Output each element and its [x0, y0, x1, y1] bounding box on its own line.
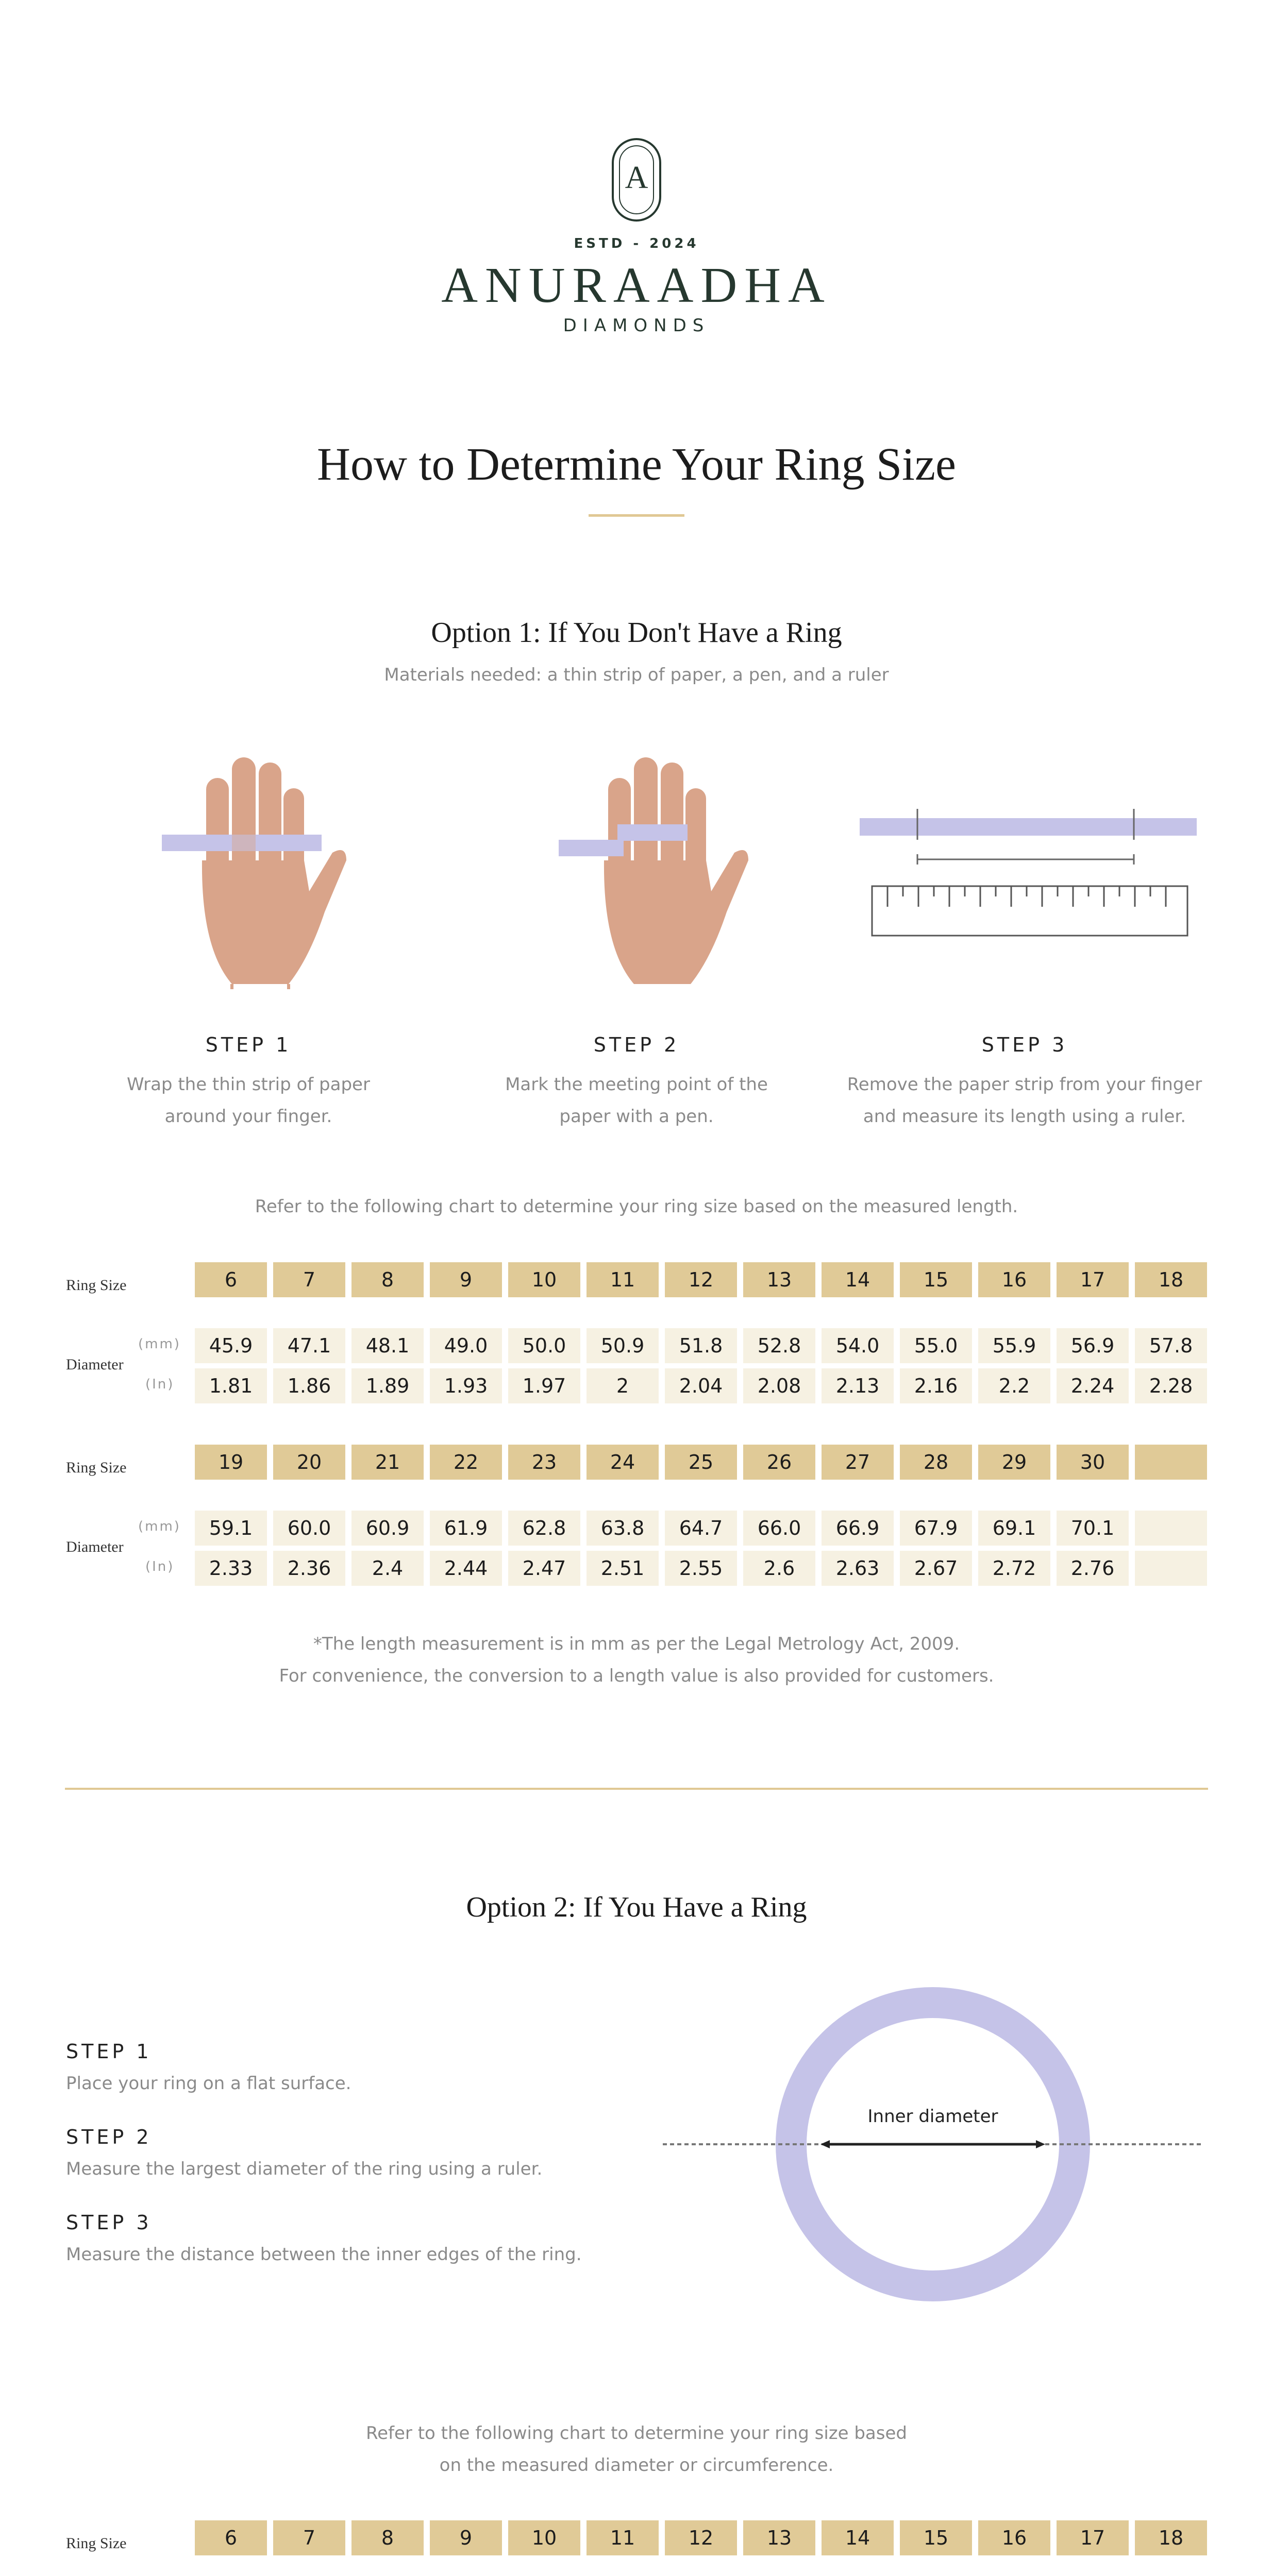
brand-subtitle: DIAMONDS — [563, 315, 710, 336]
diameter-in-cell: 2.16 — [900, 1368, 972, 1403]
diameter-in-cell: 2.2 — [978, 1368, 1050, 1403]
inner-diameter-label: Inner diameter — [867, 2106, 998, 2127]
diameter-in-cell: 2.6 — [743, 1551, 815, 1586]
hand-paper-wrap-icon — [155, 742, 350, 989]
note-line1: *The length measurement is in mm as per the Legal Metrology Act, 2009. — [313, 1634, 960, 1654]
diameter-mm-cell: 70.1 — [1057, 1511, 1129, 1546]
diameter-in-cell: 2.28 — [1135, 1368, 1207, 1403]
diameter-mm-cell: 56.9 — [1057, 1328, 1129, 1363]
diameter-mm-cell: 55.9 — [978, 1328, 1050, 1363]
diameter-in-cell: 2.08 — [743, 1368, 815, 1403]
step-description — [63, 1069, 434, 1132]
ring-size-cell: 15 — [900, 1262, 972, 1297]
ring-size-cell: 9 — [430, 2520, 502, 2555]
ring-size-cell: 19 — [195, 1445, 267, 1480]
ring-size-cell: 12 — [665, 1262, 737, 1297]
diameter-mm-cell: 57.8 — [1135, 1328, 1207, 1363]
diameter-mm-cell: 54.0 — [822, 1328, 894, 1363]
option1-step3 — [839, 1033, 1210, 1132]
diameter-in-cell: 1.89 — [351, 1368, 424, 1403]
ring-size-cell: 27 — [822, 1445, 894, 1480]
diameter-mm-cell: 67.9 — [900, 1511, 972, 1546]
ring-size-cell: 16 — [978, 2520, 1050, 2555]
ring-size-cell: 17 — [1057, 1262, 1129, 1297]
title-underline — [589, 514, 684, 517]
ring-size-cell: 16 — [978, 1262, 1050, 1297]
diameter-in-cell: 2.13 — [822, 1368, 894, 1403]
diameter-mm-cell: 55.0 — [900, 1328, 972, 1363]
step-label: STEP 3 — [981, 1033, 1068, 1056]
step-description: Measure the distance between the inner edges of the ring. — [66, 2244, 582, 2265]
diameter-mm-cell: 66.0 — [743, 1511, 815, 1546]
brand-estd: ESTD - 2024 — [574, 236, 699, 251]
intro-line1: Refer to the following chart to determine your ring size based — [366, 2423, 907, 2444]
diameter-in-cell: 2.51 — [587, 1551, 659, 1586]
diameter-mm-cell: 60.0 — [273, 1511, 345, 1546]
diameter-in-cell — [1135, 1551, 1207, 1586]
ring-size-label: Ring Size — [66, 2535, 127, 2552]
option2-step2 — [66, 2126, 633, 2211]
ring-size-cell: 8 — [351, 1262, 424, 1297]
ring-size-cell: 10 — [508, 2520, 580, 2555]
page-title: How to Determine Your Ring Size — [317, 439, 956, 490]
diameter-mm-cell: 69.1 — [978, 1511, 1050, 1546]
option2-step1 — [66, 2040, 633, 2126]
ring-size-cell: 29 — [978, 1445, 1050, 1480]
ring-size-cell: 6 — [195, 2520, 267, 2555]
diameter-in-cell: 2.55 — [665, 1551, 737, 1586]
diameter-in-cell: 2.4 — [351, 1551, 424, 1586]
unit-mm: (mm) — [138, 1336, 181, 1352]
ring-size-label: Ring Size — [66, 1277, 127, 1294]
hand-paper-mark-icon — [557, 742, 752, 989]
ring-size-cell: 23 — [508, 1445, 580, 1480]
step-description: Measure the largest diameter of the ring using a ruler. — [66, 2159, 543, 2179]
ring-size-cell: 18 — [1135, 2520, 1207, 2555]
diameter-mm-cell: 49.0 — [430, 1328, 502, 1363]
diameter-mm-cell: 45.9 — [195, 1328, 267, 1363]
option2-chart-intro — [0, 2417, 1273, 2481]
option1-materials: Materials needed: a thin strip of paper, a pen, and a ruler — [384, 665, 889, 685]
ring-size-cell: 9 — [430, 1262, 502, 1297]
unit-in: (In) — [145, 1559, 175, 1574]
ring-size-cell: 20 — [273, 1445, 345, 1480]
ring-size-cell: 7 — [273, 1262, 345, 1297]
ring-size-cell: 22 — [430, 1445, 502, 1480]
ring-size-cell: 8 — [351, 2520, 424, 2555]
diameter-in-cell: 2.24 — [1057, 1368, 1129, 1403]
option1-chart-intro: Refer to the following chart to determine your ring size based on the measured length. — [255, 1196, 1018, 1217]
option1-note — [0, 1628, 1273, 1692]
diameter-in-cell: 2.47 — [508, 1551, 580, 1586]
ring-size-cell: 13 — [743, 1262, 815, 1297]
step-label: STEP 2 — [66, 2126, 152, 2148]
ring-size-cell: 26 — [743, 1445, 815, 1480]
step-desc-line2: and measure its length using a ruler. — [863, 1106, 1186, 1127]
ring-size-cell: 21 — [351, 1445, 424, 1480]
ring-size-cell: 30 — [1057, 1445, 1129, 1480]
diameter-in-cell: 1.86 — [273, 1368, 345, 1403]
diameter-in-cell: 2.33 — [195, 1551, 267, 1586]
ring-size-cell: 11 — [587, 2520, 659, 2555]
ring-diameter-icon — [660, 1978, 1216, 2308]
diameter-mm-cell: 66.9 — [822, 1511, 894, 1546]
ring-size-cell: 13 — [743, 2520, 815, 2555]
ring-size-cell: 6 — [195, 1262, 267, 1297]
ring-size-cell: 11 — [587, 1262, 659, 1297]
intro-line2: on the measured diameter or circumference. — [439, 2455, 834, 2476]
step-label: STEP 1 — [205, 1033, 292, 1056]
option2-steps — [66, 2040, 633, 2265]
ring-size-cell: 18 — [1135, 1262, 1207, 1297]
step-label: STEP 3 — [66, 2211, 152, 2234]
diameter-mm-cell: 62.8 — [508, 1511, 580, 1546]
diameter-in-cell: 2 — [587, 1368, 659, 1403]
step-desc-line1: Remove the paper strip from your finger — [847, 1074, 1202, 1095]
ring-size-cell: 14 — [822, 1262, 894, 1297]
diameter-mm-cell: 64.7 — [665, 1511, 737, 1546]
step-description — [839, 1069, 1210, 1132]
ring-size-cell — [1135, 1445, 1207, 1480]
diameter-mm-cell — [1135, 1511, 1207, 1546]
ring-size-cell: 17 — [1057, 2520, 1129, 2555]
ring-size-cell: 10 — [508, 1262, 580, 1297]
option2-title: Option 2: If You Have a Ring — [466, 1891, 807, 1923]
diameter-mm-cell: 48.1 — [351, 1328, 424, 1363]
diameter-in-cell: 1.97 — [508, 1368, 580, 1403]
option1-step2 — [451, 1033, 822, 1132]
brand-name: ANURAADHA — [441, 258, 832, 313]
step-desc-line1: Mark the meeting point of the — [505, 1074, 768, 1095]
diameter-mm-cell: 60.9 — [351, 1511, 424, 1546]
note-line2: For convenience, the conversion to a length value is also provided for customers. — [279, 1666, 994, 1686]
diameter-mm-cell: 63.8 — [587, 1511, 659, 1546]
ring-size-cell: 14 — [822, 2520, 894, 2555]
diameter-mm-cell: 61.9 — [430, 1511, 502, 1546]
diameter-in-cell: 1.81 — [195, 1368, 267, 1403]
diameter-in-cell: 2.44 — [430, 1551, 502, 1586]
ring-size-cell: 24 — [587, 1445, 659, 1480]
step-description: Place your ring on a flat surface. — [66, 2073, 351, 2094]
option1-step1 — [63, 1033, 434, 1132]
ruler-strip-icon — [856, 804, 1206, 943]
step-desc-line1: Wrap the thin strip of paper — [127, 1074, 370, 1095]
diameter-mm-cell: 50.0 — [508, 1328, 580, 1363]
diameter-in-cell: 2.76 — [1057, 1551, 1129, 1586]
ring-size-cell: 15 — [900, 2520, 972, 2555]
diameter-label: Diameter — [66, 1356, 124, 1373]
unit-mm: (mm) — [138, 1519, 181, 1534]
option2-step3 — [66, 2211, 633, 2265]
diameter-mm-cell: 52.8 — [743, 1328, 815, 1363]
ring-size-cell: 7 — [273, 2520, 345, 2555]
diameter-in-cell: 1.93 — [430, 1368, 502, 1403]
ring-size-cell: 25 — [665, 1445, 737, 1480]
diameter-mm-cell: 51.8 — [665, 1328, 737, 1363]
step-desc-line2: paper with a pen. — [559, 1106, 714, 1127]
logo-monogram: A — [625, 160, 648, 195]
ring-size-label: Ring Size — [66, 1459, 127, 1476]
diameter-mm-cell: 59.1 — [195, 1511, 267, 1546]
section-divider — [65, 1788, 1208, 1790]
step-label: STEP 2 — [593, 1033, 680, 1056]
ring-size-cell: 12 — [665, 2520, 737, 2555]
ring-size-cell: 28 — [900, 1445, 972, 1480]
step-description — [451, 1069, 822, 1132]
diameter-in-cell: 2.04 — [665, 1368, 737, 1403]
unit-in: (In) — [145, 1377, 175, 1392]
step-desc-line2: around your finger. — [164, 1106, 332, 1127]
diameter-mm-cell: 47.1 — [273, 1328, 345, 1363]
option1-title: Option 1: If You Don't Have a Ring — [431, 617, 842, 649]
diameter-mm-cell: 50.9 — [587, 1328, 659, 1363]
step-label: STEP 1 — [66, 2040, 152, 2063]
diameter-in-cell: 2.63 — [822, 1551, 894, 1586]
diameter-in-cell: 2.67 — [900, 1551, 972, 1586]
diameter-in-cell: 2.72 — [978, 1551, 1050, 1586]
diameter-label: Diameter — [66, 1538, 124, 1555]
diameter-in-cell: 2.36 — [273, 1551, 345, 1586]
